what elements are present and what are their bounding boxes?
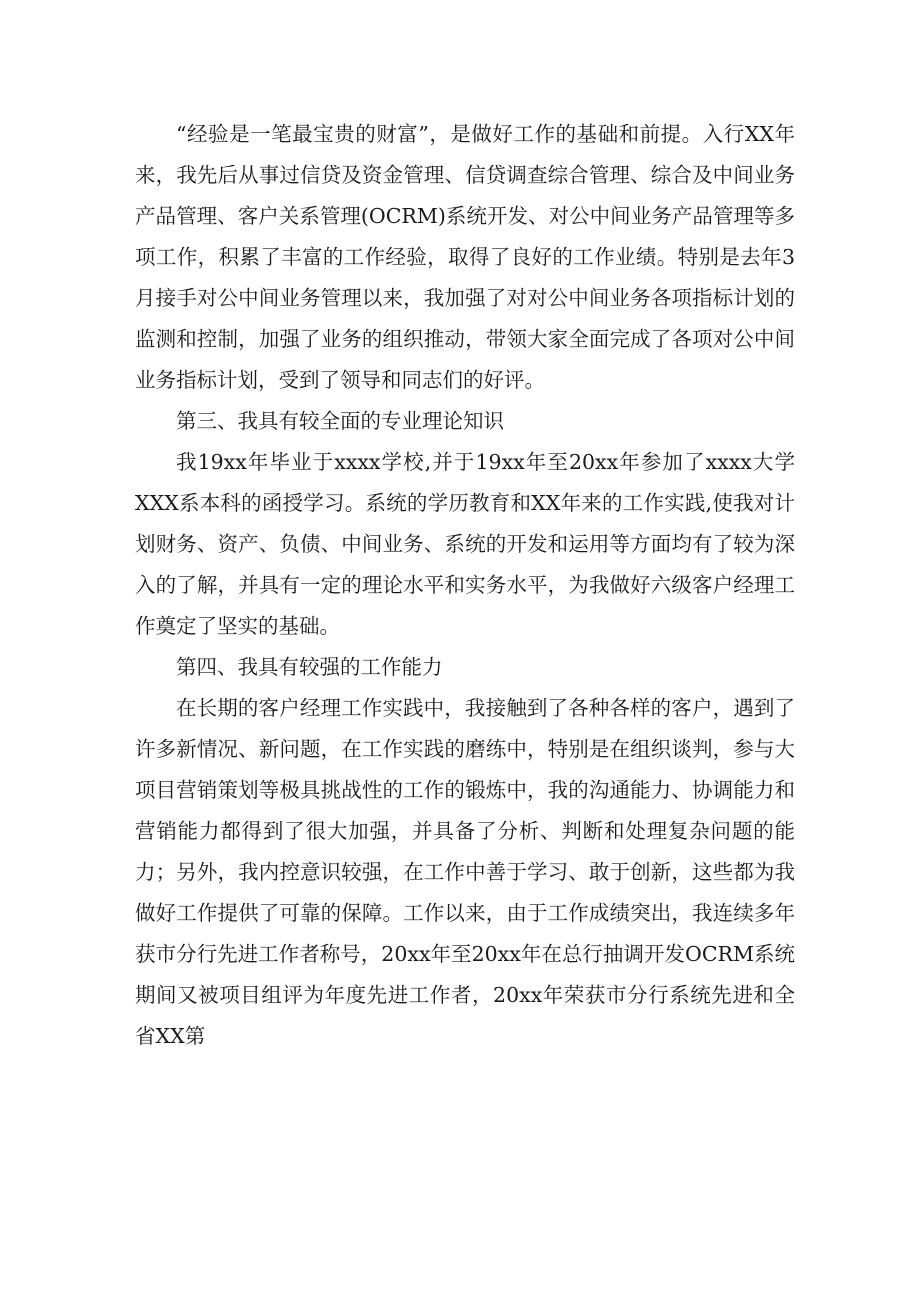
document-body [135, 114, 795, 1057]
paragraph-ability: 在长期的客户经理工作实践中，我接触到了各种各样的客户，遇到了许多新情况、新问题，在工作实践的磨练中，特别是在组织谈判，参与大项目营销策划等极具挑战性的工作的锻炼中，我的沟通能力、协调能力和营销能力都得到了很大加强，并具备了分析、判断和处理复杂问题的能力；另外，我内控意识较强，在工作中善于学习、敢于创新，这些都为我做好工作提供了可靠的保障。工作以来，由于工作成绩突出，我连续多年获市分行先进工作者称号，20xx年至20xx年在总行抽调开发OCRM系统期间又被项目组评为年度先进工作者，20xx年荣获市分行系统先进和全省XX第 [135, 696, 795, 1048]
paragraph-experience: “经验是一笔最宝贵的财富”，是做好工作的基础和前提。入行XX年来，我先后从事过信贷及资金管理、信贷调查综合管理、综合及中间业务产品管理、客户关系管理(OCRM)系统开发、对公中间业务产品管理等多项工作，积累了丰富的工作经验，取得了良好的工作业绩。特别是去年3月接手对公中间业务管理以来，我加强了对对公中间业务各项指标计划的监测和控制，加强了业务的组织推动，带领大家全面完成了各项对公中间业务指标计划，受到了领导和同志们的好评。 [135, 122, 795, 392]
heading-fourth-point: 第四、我具有较强的工作能力 [176, 655, 443, 679]
heading-third-point: 第三、我具有较全面的专业理论知识 [176, 409, 504, 433]
paragraph-education: 我19xx年毕业于xxxx学校,并于19xx年至20xx年参加了xxxx大学XXX系本科的函授学习。系统的学历教育和XX年来的工作实践,使我对计划财务、资产、负债、中间业务、系统的开发和运用等方面均有了较为深入的了解，并具有一定的理论水平和实务水平，为我做好六级客户经理工作奠定了坚实的基础。 [135, 450, 795, 638]
